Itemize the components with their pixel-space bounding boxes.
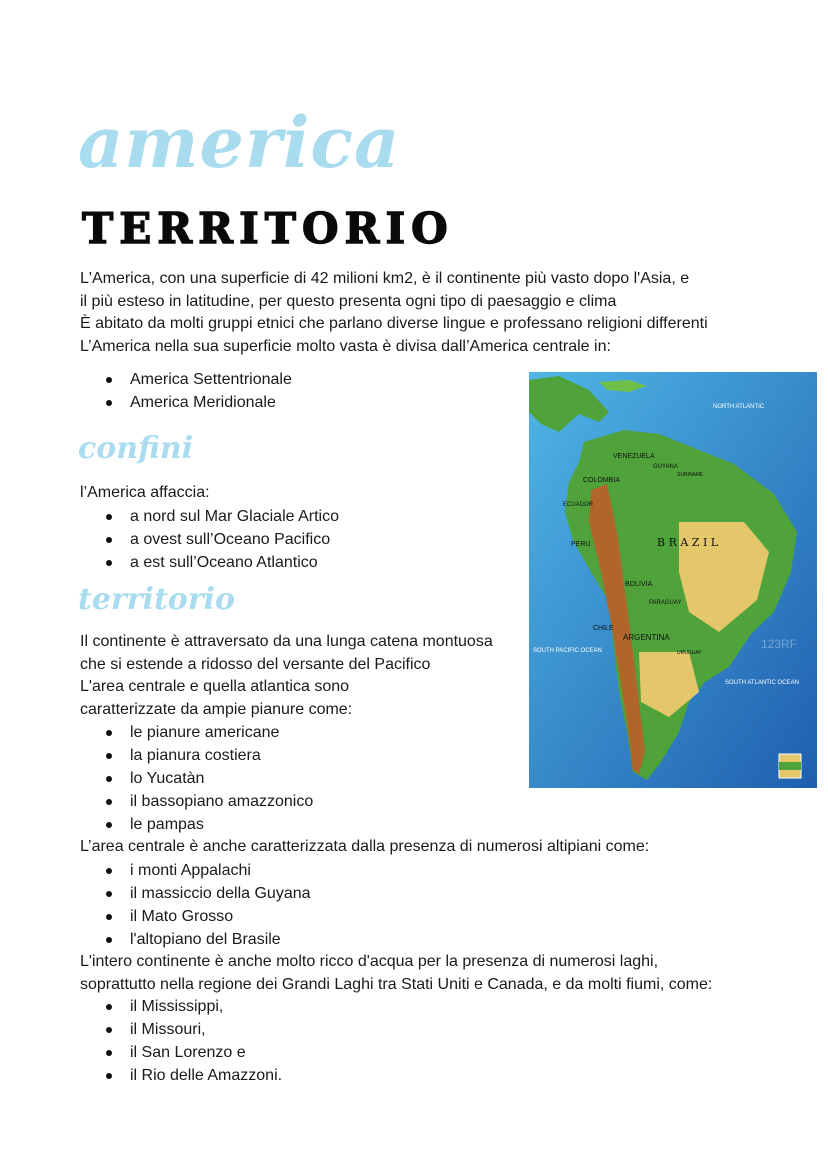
list-item: il bassopiano amazzonico xyxy=(104,790,313,813)
paragraph-line: caratterizzate da ampie pianure come: xyxy=(80,701,353,719)
map-label: PARAGUAY xyxy=(649,600,682,606)
list-item: i monti Appalachi xyxy=(104,859,311,882)
plateaus-intro: L’area centrale è anche caratterizzata dalla presenza di numerosi altipiani come: xyxy=(80,838,650,855)
paragraph-line: L'intero continente è anche molto ricco d'acqua per la presenza di numerosi laghi, xyxy=(80,953,659,970)
divisions-list xyxy=(104,368,292,414)
south-america-map xyxy=(529,372,817,788)
list-item: il Mississippi, xyxy=(104,995,282,1018)
map-label: B R A Z I L xyxy=(657,536,719,549)
list-item: a ovest sull’Oceano Pacifico xyxy=(104,528,339,551)
map-label: SOUTH PACIFIC OCEAN xyxy=(533,648,602,654)
map-label: BOLIVIA xyxy=(625,581,653,588)
map-label: SURINAME xyxy=(677,472,704,478)
section-title: TERRITORIO xyxy=(82,204,454,253)
map-label: SOUTH ATLANTIC OCEAN xyxy=(725,680,799,686)
list-item: America Settentrionale xyxy=(104,368,292,391)
list-item: le pampas xyxy=(104,813,313,836)
paragraph-line: soprattutto nella regione dei Grandi Laghi tra Stati Uniti e Canada, e da molti fiumi, come: xyxy=(80,975,713,993)
intro-line: il più esteso in latitudine, per questo presenta ogni tipo di paesaggio e clima xyxy=(80,292,617,310)
territorio-heading: territorio xyxy=(78,582,236,617)
rivers-list xyxy=(104,995,282,1087)
confini-list xyxy=(104,505,339,574)
plateaus-list xyxy=(104,859,311,951)
list-item: il Mato Grosso xyxy=(104,905,311,928)
list-item: l'altopiano del Brasile xyxy=(104,928,311,951)
map-label: PERU xyxy=(571,541,591,548)
list-item: a nord sul Mar Glaciale Artico xyxy=(104,505,339,528)
map-label: CHILE xyxy=(593,625,614,632)
paragraph-line: che si estende a ridosso del versante del Pacifico xyxy=(80,655,431,673)
list-item: le pianure americane xyxy=(104,721,313,744)
territorio-paragraph xyxy=(80,631,493,722)
map-label: URUGUAY xyxy=(677,650,702,656)
intro-line: L'America, con una superficie di 42 milioni km2, è il continente più vasto dopo l'Asia, e xyxy=(80,270,690,287)
map-label: ARGENTINA xyxy=(623,633,670,642)
paragraph-line: L'area centrale e quella atlantica sono xyxy=(80,678,350,696)
confini-intro: l’America affaccia: xyxy=(80,484,210,501)
list-item: il Missouri, xyxy=(104,1018,282,1041)
map-label: GUYANA xyxy=(653,464,678,470)
list-item: la pianura costiera xyxy=(104,744,313,767)
list-item: a est sull’Oceano Atlantico xyxy=(104,551,339,574)
intro-line: L’America nella sua superficie molto vasta è divisa dall’America centrale in: xyxy=(80,338,611,356)
paragraph-line: Il continente è attraversato da una lunga catena montuosa xyxy=(80,633,493,650)
plains-list xyxy=(104,721,313,836)
waters-paragraph xyxy=(80,951,712,996)
map-label: VENEZUELA xyxy=(613,453,655,460)
map-label: NORTH ATLANTIC xyxy=(713,404,765,410)
intro-line: È abitato da molti gruppi etnici che parlano diverse lingue e professano religioni differenti xyxy=(80,315,708,333)
watermark: 123RF xyxy=(761,637,798,651)
page-title: america xyxy=(78,101,401,184)
elevation-legend-band xyxy=(779,762,801,770)
intro-paragraph xyxy=(80,268,708,359)
list-item: lo Yucatàn xyxy=(104,767,313,790)
list-item: il San Lorenzo e xyxy=(104,1041,282,1064)
map-label: COLOMBIA xyxy=(583,477,620,484)
map-label: ECUADOR xyxy=(563,502,594,508)
list-item: America Meridionale xyxy=(104,391,292,414)
confini-heading: confini xyxy=(78,431,194,466)
list-item: il massiccio della Guyana xyxy=(104,882,311,905)
list-item: il Rio delle Amazzoni. xyxy=(104,1064,282,1087)
